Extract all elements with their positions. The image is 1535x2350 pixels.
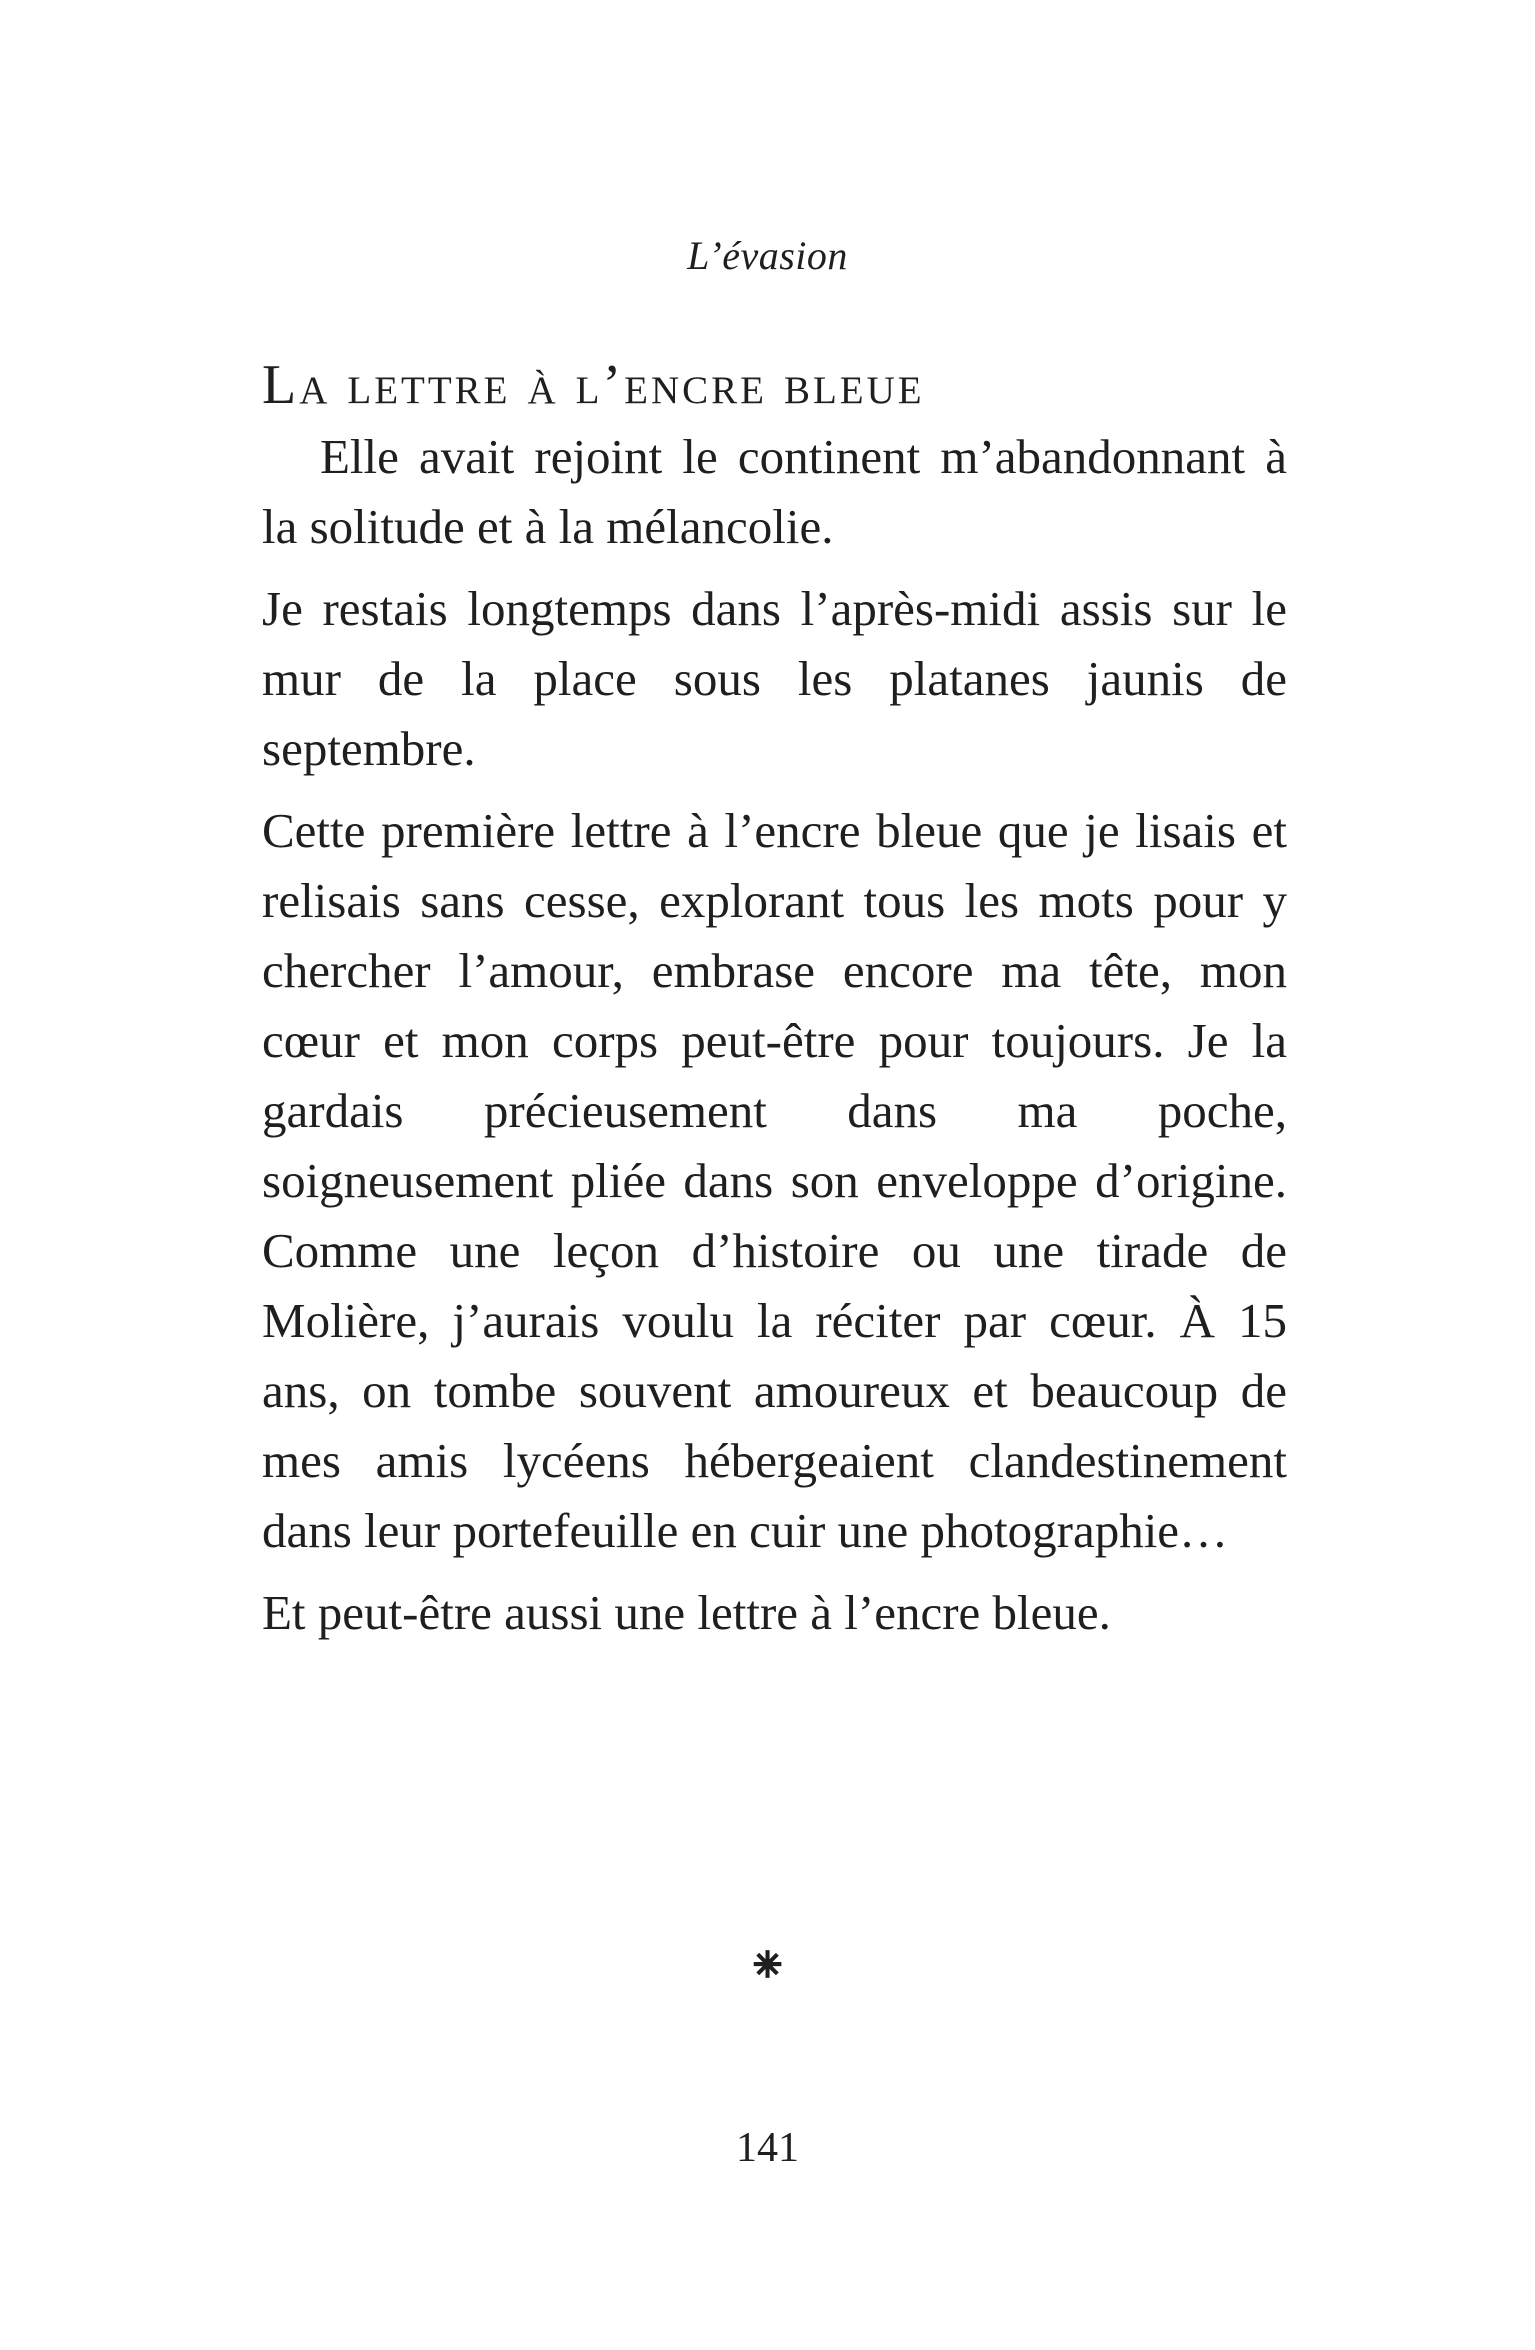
text-block <box>262 350 1287 1648</box>
paragraph-2: Je restais longtemps dans l’après-midi assis sur le mur de la place sous les platanes jaunis de septembre. <box>262 581 1287 776</box>
page-number: 141 <box>736 2125 799 2171</box>
asterisk-ornament-icon: ⁕ <box>745 1938 790 1995</box>
paragraph-3: Cette première lettre à l’encre bleue que je lisais et relisais sans cesse, explorant tous les mots pour y chercher l’amour, embrase encore ma tête, mon cœur et mon corps peut-être pour toujours. Je la gardais précieusement dans ma poche, soigneusement pliée dans son enveloppe d’origine. Comme une leçon d’histoire ou une tirade de Molière, j’aurais voulu la réciter par cœur. À 15 ans, on tombe souvent amoureux et beaucoup de mes amis lycéens hébergeaient clandestinement dans leur portefeuille en cuir une photographie… <box>262 803 1287 1558</box>
paragraph-1: Elle avait rejoint le continent m’abandonnant à la solitude et à la mélancolie. <box>262 429 1287 554</box>
paragraph-4: Et peut-être aussi une lettre à l’encre bleue. <box>262 1585 1111 1640</box>
running-head: L’évasion <box>687 233 848 278</box>
chapter-title: La lettre à l’encre bleue <box>262 354 925 416</box>
